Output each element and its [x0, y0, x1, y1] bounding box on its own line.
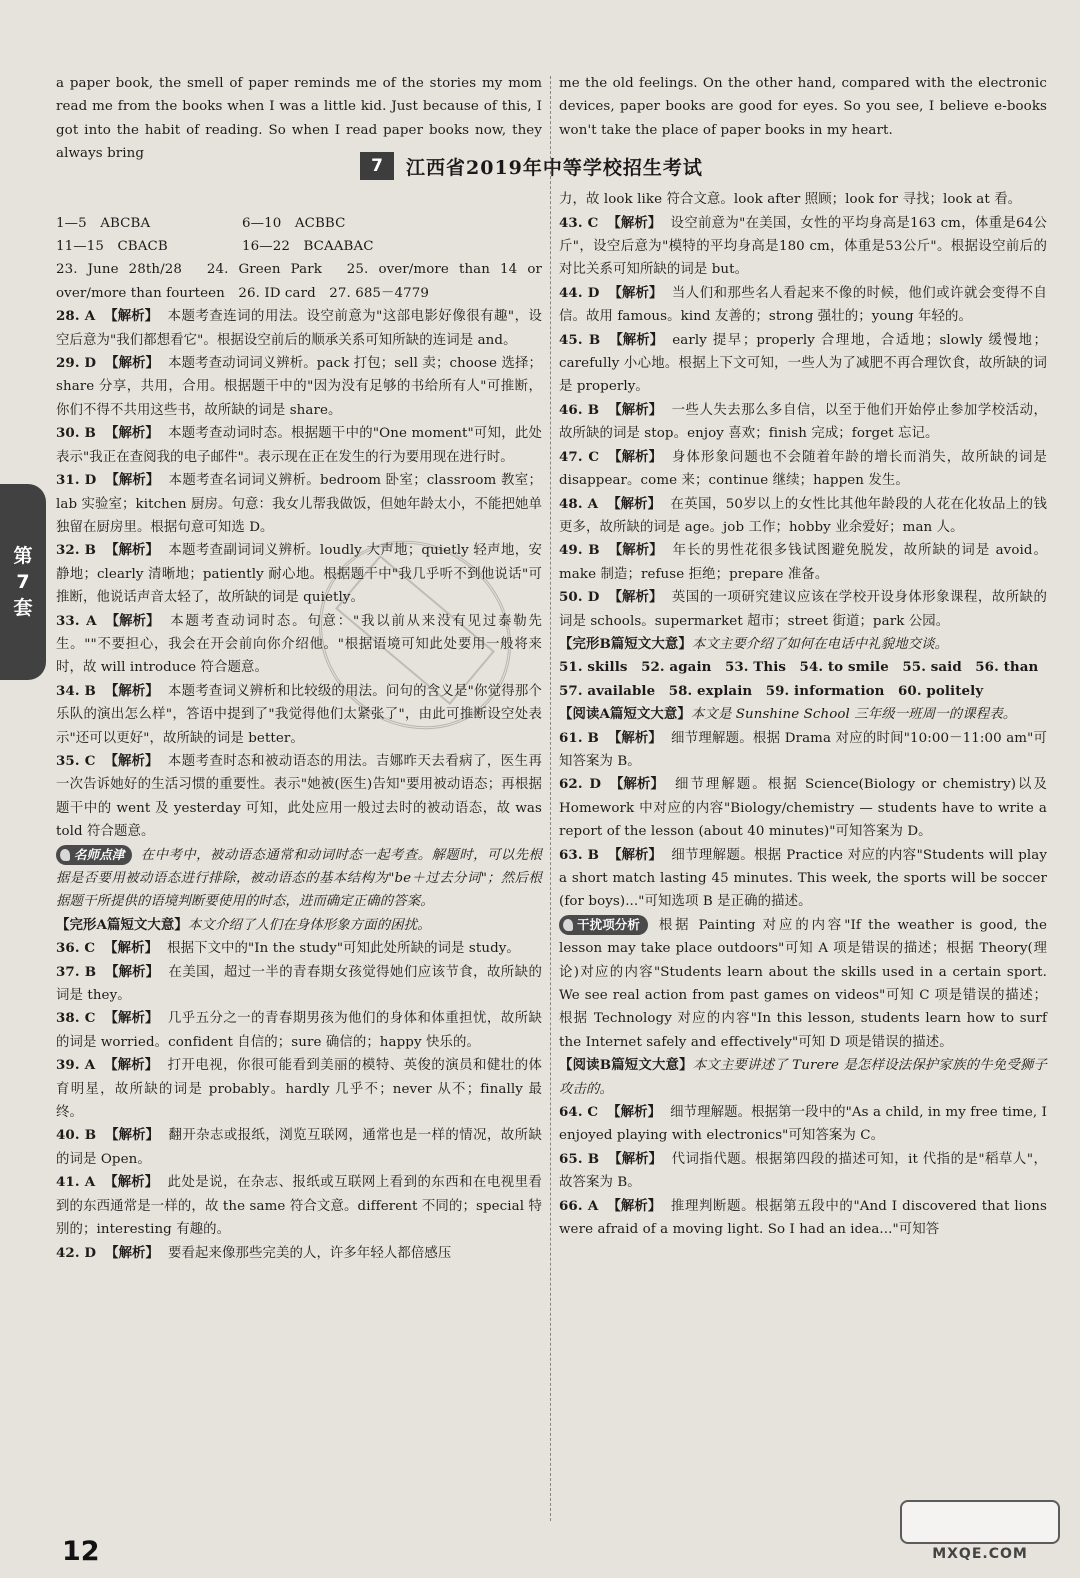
- side-tab-line1: 第: [13, 545, 33, 567]
- answer-item-continued: 力，故 look like 符合文意。look after 照顾；look for 寻找；look at 看。: [559, 192, 1022, 208]
- answer-item: 41. A 【解析】 此处是说，在杂志、报纸或互联网上看到的东西和在电视里看到的东西通常是一样的，故 the same 符合文意。different 不同的；special 特别的；interesting 有趣的。: [56, 1174, 542, 1238]
- answer-item: 44. D 【解析】 当人们和那些名人看起来不像的时候，他们或许就会变得不自信。故用 famous。kind 友善的；strong 强壮的；young 年轻的。: [559, 284, 1047, 325]
- watermark-url: MXQE.COM: [932, 1546, 1028, 1562]
- answer-item: 50. D 【解析】 英国的一项研究建议应该在学校开设身体形象课程，故所缺的词是 schools。supermarket 超市；street 街道；park 公园。: [559, 589, 1047, 629]
- answer-row: 57. available 58. explain 59. information 60. politely: [559, 682, 984, 699]
- passage-summary: 【完形A篇短文大意】本文介绍了人们在身体形象方面的困扰。: [56, 916, 431, 933]
- answer-item: 49. B 【解析】 年长的男性花很多钱试图避免脱发，故所缺的词是 avoid。make 制造；refuse 拒绝；prepare 准备。: [559, 542, 1047, 582]
- answer-item: 32. B 【解析】 本题考查副词词义辨析。loudly 大声地；quietly 轻声地，安静地；clearly 清晰地；patiently 耐心地。根据题干中"我几乎听不到他说话"可推断，他说话声音太轻了，故所缺的词是 quietly。: [56, 542, 543, 606]
- answer-item: 33. A 【解析】 本题考查动词时态。句意："我以前从来没有见过泰勒先生。""不要担心，我会在开会前向你介绍他。"根据语境可知此处要用一般将来时，故 will introduce 符合题意。: [56, 612, 542, 676]
- passage-continued-left: a paper book, the smell of paper reminds me of the stories my mom read me from the books when I was a little kid. Just because of this, I got into the habit of reading. So when I read paper books now, they always bring: [56, 76, 542, 162]
- answer-item: 48. A 【解析】 在英国，50岁以上的女性比其他年龄段的人花在化妆品上的钱更多，故所缺的词是 age。job 工作；hobby 业余爱好；man 人。: [559, 495, 1047, 535]
- left-column: [56, 72, 542, 1265]
- side-tab-line3: 套: [13, 597, 33, 619]
- passage-summary: 【阅读B篇短文大意】本文主要讲述了 Turere 是怎样设法保护家族的牛免受狮子攻击的。: [559, 1057, 1047, 1097]
- answer-range: 6—10 ACBBC: [242, 215, 346, 231]
- analysis-badge: 干扰项分析: [559, 915, 648, 935]
- answer-item: 66. A 【解析】 推理判断题。根据第五段中的"And I discovered that lions were afraid of a moving light. So I had an idea..."可知答: [559, 1197, 1047, 1238]
- side-tab: [0, 484, 46, 680]
- answer-item: 36. C 【解析】 根据下文中的"In the study"可知此处所缺的词是 study。: [56, 940, 520, 957]
- distractor-analysis: 干扰项分析 根据 Painting 对应的内容"If the weather is good, the lesson may take place outdoors"可知 A 项是错误的描述；根据 Theory(理论)对应的内容"Students learn about the skills used in a certain sport. We see real action from past games on videos"可知 C 项是错误的描述；根据 Technology 对应的内容"In this lesson, students learn how to surf the Internet safely and effectively"可知 D 项是错误的描述。: [559, 916, 1047, 1050]
- tip-badge: 名师点津: [56, 845, 132, 865]
- answer-item: 34. B 【解析】 本题考查词义辨析和比较级的用法。问句的含义是"你觉得那个乐队的演出怎么样"，答语中提到了"我觉得他们太紧张了"，由此可推断设空处表示"还可以更好"，故所缺的词是 better。: [56, 682, 542, 746]
- answer-item: 30. B 【解析】 本题考查动词时态。根据题干中的"One moment"可知，此处表示"我正在查阅我的电子邮件"。表示现在正在发生的行为要用现在进行时。: [56, 425, 543, 465]
- answer-row: 51. skills 52. again 53. This 54. to smile 55. said 56. than: [559, 659, 1039, 676]
- answer-item: 39. A 【解析】 打开电视，你很可能看到美丽的模特、英俊的演员和健壮的体育明星，故所缺的词是 probably。hardly 几乎不；never 从不；finally 最终。: [56, 1057, 542, 1121]
- answer-item: 38. C 【解析】 几乎五分之一的青春期男孩为他们的身体和体重担忧，故所缺的词是 worried。confident 自信的；sure 确信的；happy 快乐的。: [56, 1010, 542, 1050]
- answer-range: 1—5 ABCBA: [56, 215, 151, 231]
- passage-summary: 【完形B篇短文大意】本文主要介绍了如何在电话中礼貌地交谈。: [559, 635, 949, 652]
- answer-item: 45. B 【解析】 early 提早；properly 合理地，合适地；slowly 缓慢地；carefully 小心地。根据上下文可知，一些人为了减肥不再合理饮食，故所缺的词是 properly。: [559, 331, 1047, 395]
- answer-item: 43. C 【解析】 设空前意为"在美国，女性的平均身高是163 cm，体重是64公斤"，设空后意为"模特的平均身高是180 cm，体重是53公斤"。根据设空前后的对比关系可知所缺的词是 but。: [559, 214, 1047, 278]
- answer-item: 35. C 【解析】 本题考查时态和被动语态的用法。吉娜昨天去看病了，医生再一次告诉她好的生活习惯的重要性。表示"她被(医生)告知"要用被动语态；再根据题干中的 went 及 yesterday 可知，此处应用一般过去时的被动语态，故 was told 符合题意。: [56, 752, 542, 840]
- page-number: 12: [62, 1536, 100, 1567]
- answer-item: 63. B 【解析】 细节理解题。根据 Practice 对应的内容"Students will play a short match lasting 45 minutes. This week, the sports will be soccer (for boys)..."可知选项 B 是正确的描述。: [559, 846, 1047, 910]
- watermark: [900, 1500, 1060, 1562]
- watermark-logo: [900, 1500, 1060, 1544]
- answer-row-3: 23. June 28th/28 24. Green Park 25. over/more than 14 or over/more than fourteen 26. ID card 27. 685－4779: [56, 262, 542, 301]
- exam-number-box: 7: [360, 152, 394, 180]
- passage-summary: 【阅读A篇短文大意】本文是 Sunshine School 三年级一班周一的课程表。: [559, 706, 1017, 723]
- answer-item: 64. C 【解析】 细节理解题。根据第一段中的"As a child, in my free time, I enjoyed playing with electronics"可知答案为 C。: [559, 1104, 1047, 1144]
- answer-item: 46. B 【解析】 一些人失去那么多自信，以至于他们开始停止参加学校活动，故所缺的词是 stop。enjoy 喜欢；finish 完成；forget 忘记。: [559, 401, 1048, 442]
- right-column: [559, 72, 1047, 1242]
- answer-range: 11—15 CBACB: [56, 239, 168, 255]
- answer-item: 31. D 【解析】 本题考查名词词义辨析。bedroom 卧室；classroom 教室；lab 实验室；kitchen 厨房。句意：我女儿帮我做饭，但她年龄太小，不能把她单独留在厨房里。根据句意可知选 D。: [56, 472, 542, 535]
- answer-item: 29. D 【解析】 本题考查动词词义辨析。pack 打包；sell 卖；choose 选择；share 分享，共用，合用。根据题干中的"因为没有足够的书给所有人"可推断，你们不得不共用这些书，故所缺的词是 share。: [56, 355, 542, 418]
- column-divider: [550, 76, 551, 1521]
- answer-item: 40. B 【解析】 翻开杂志或报纸，浏览互联网，通常也是一样的情况，故所缺的词是 Open。: [56, 1127, 542, 1167]
- answer-item: 65. B 【解析】 代词指代题。根据第四段的描述可知，it 代指的是"稻草人"，故答案为 B。: [559, 1150, 1047, 1191]
- answer-row-2: [56, 235, 542, 258]
- answer-item: 62. D 【解析】 细节理解题。根据 Science(Biology or chemistry)以及 Homework 中对应的内容"Biology/chemistry — students have to write a report of the lesson (about 40 minutes)"可知答案为 D。: [559, 776, 1047, 840]
- answer-item: 42. D 【解析】 要看起来像那些完美的人，许多年轻人都倍感压: [56, 1244, 452, 1261]
- side-tab-line2: 7: [16, 571, 30, 593]
- exam-title-text: 江西省2019年中等学校招生考试: [406, 156, 703, 179]
- teacher-tip: 名师点津 在中考中，被动语态通常和动词时态一起考查。解题时，可以先根据是否要用被动语态进行排除，被动语态的基本结构为"be＋过去分词"；然后根据题干所提供的语境判断要使用的时态，进而确定正确的答案。: [56, 846, 542, 910]
- passage-continued-right: me the old feelings. On the other hand, compared with the electronic devices, paper books are good for eyes. So you see, I believe e-books won't take the place of paper books in my heart.: [559, 76, 1047, 138]
- answer-item: 28. A 【解析】 本题考查连词的用法。设空前意为"这部电影好像很有趣"，设空后意为"我们都想看它"。根据设空前后的顺承关系可知所缺的连词是 and。: [56, 308, 542, 348]
- answer-item: 47. C 【解析】 身体形象问题也不会随着年龄的增长而消失，故所缺的词是 disappear。come 来；continue 继续；happen 发生。: [559, 448, 1047, 489]
- answer-row-1: [56, 212, 542, 235]
- answer-item: 61. B 【解析】 细节理解题。根据 Drama 对应的时间"10:00－11:00 am"可知答案为 B。: [559, 729, 1047, 769]
- answer-range: 16—22 BCAABAC: [242, 239, 374, 255]
- answer-item: 37. B 【解析】 在美国，超过一半的青春期女孩觉得她们应该节食，故所缺的词是 they。: [56, 963, 542, 1004]
